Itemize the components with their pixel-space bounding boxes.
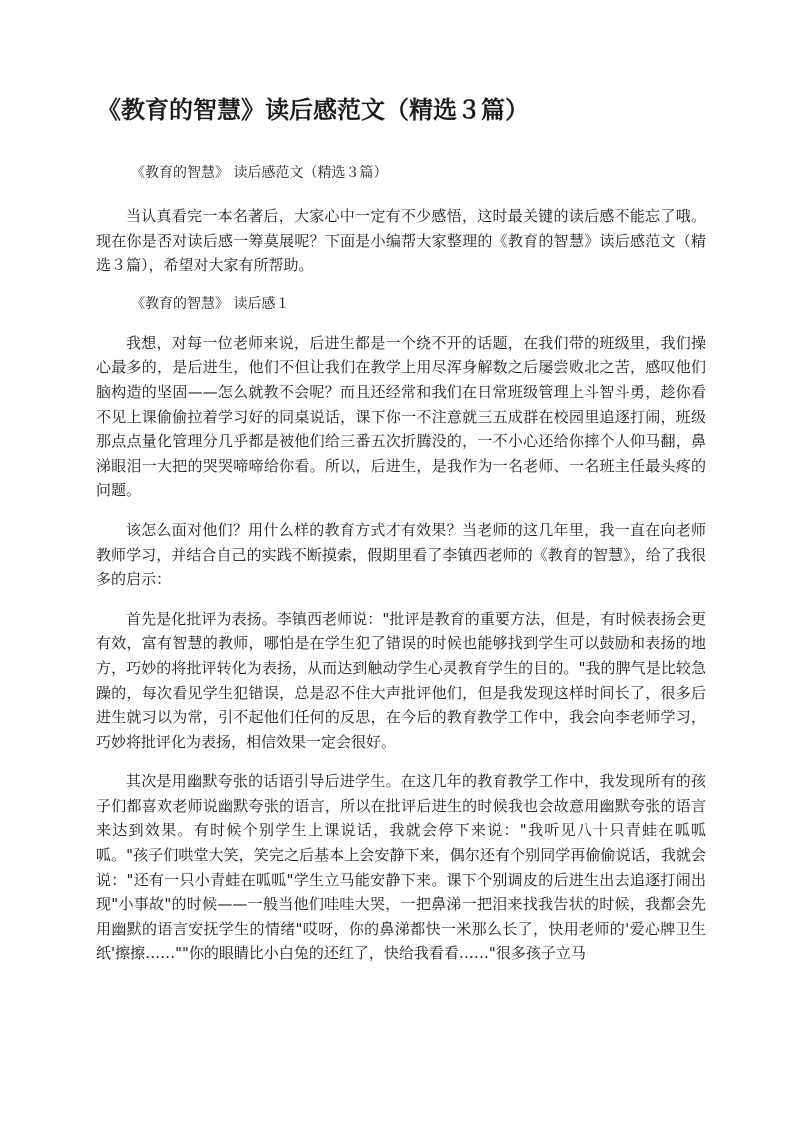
- document-title: 《教育的智慧》读后感范文（精选３篇）: [97, 96, 529, 124]
- intro-paragraph: 当认真看完一本名著后，大家心中一定有不少感悟，这时最关键的读后感不能忘了哦。现在你是否对读后感一筹莫展呢？下面是小编帮大家整理的《教育的智慧》读后感范文（精选３篇），希望对大家有所帮助。: [96, 207, 706, 275]
- section-heading: 《教育的智慧》 读后感１: [131, 295, 290, 312]
- body-paragraph-3: 首先是化批评为表扬。李镇西老师说："批评是教育的重要方法，但是，有时候表扬会更有效，富有智慧的教师，哪怕是在学生犯了错误的时候也能够找到学生可以鼓励和表扬的地方，巧妙的将批评转化为表扬，从而达到触动学生心灵教育学生的目的。"我的脾气是比较急躁的，每次看见学生犯错误，总是忍不住大声批评他们，但是我发现这样时间长了，很多后进生就习以为常，引不起他们任何的反思，在今后的教育教学工作中，我会向李老师学习，巧妙将批评化为表扬，相信效果一定会很好。: [96, 609, 706, 751]
- document-subtitle: 《教育的智慧》 读后感范文（精选３篇）: [131, 165, 388, 181]
- body-paragraph-4: 其次是用幽默夸张的话语引导后进学生。在这几年的教育教学工作中，我发现所有的孩子们都喜欢老师说幽默夸张的语言，所以在批评后进生的时候我也会故意用幽默夸张的语言来达到效果。有时候个别学生上课说话，我就会停下来说："我听见八十只青蛙在呱呱呱。"孩子们哄堂大笑，笑完之后基本上会安静下来，偶尔还有个别同学再偷偷说话，我就会说："还有一只小青蛙在呱呱"学生立马能安静下来。课下个别调皮的后进生出去追逐打闹出现"小事故"的时候——一般当他们哇哇大哭，一把鼻涕一把泪来找我告状的时候，我都会先用幽默的语言安抚学生的情绪"哎呀，你的鼻涕都快一米那么长了，快用老师的'爱心牌卫生纸'擦擦……""你的眼睛比小白兔的还红了，快给我看看……"很多孩子立马: [96, 772, 706, 963]
- document-body: [96, 162, 706, 981]
- body-paragraph-1: 我想，对每一位老师来说，后进生都是一个绕不开的话题，在我们带的班级里，我们操心最多的，是后进生，他们不但让我们在教学上用尽浑身解数之后屡尝败北之苦，感叹他们脑构造的坚固——怎么就教不会呢？而且还经常和我们在日常班级管理上斗智斗勇，趁你看不见上课偷偷拉着学习好的同桌说话，课下你一不注意就三五成群在校园里追逐打闹，班级那点点量化管理分几乎都是被他们给三番五次折腾没的，一不小心还给你摔个人仰马翻，鼻涕眼泪一大把的哭哭啼啼给你看。所以，后进生，是我作为一名老师、一名班主任最头疼的问题。: [96, 333, 706, 500]
- body-paragraph-2: 该怎么面对他们？用什么样的教育方式才有效果？当老师的这几年里，我一直在向老师教师学习，并结合自己的实践不断摸索，假期里看了李镇西老师的《教育的智慧》，给了我很多的启示：: [96, 520, 706, 589]
